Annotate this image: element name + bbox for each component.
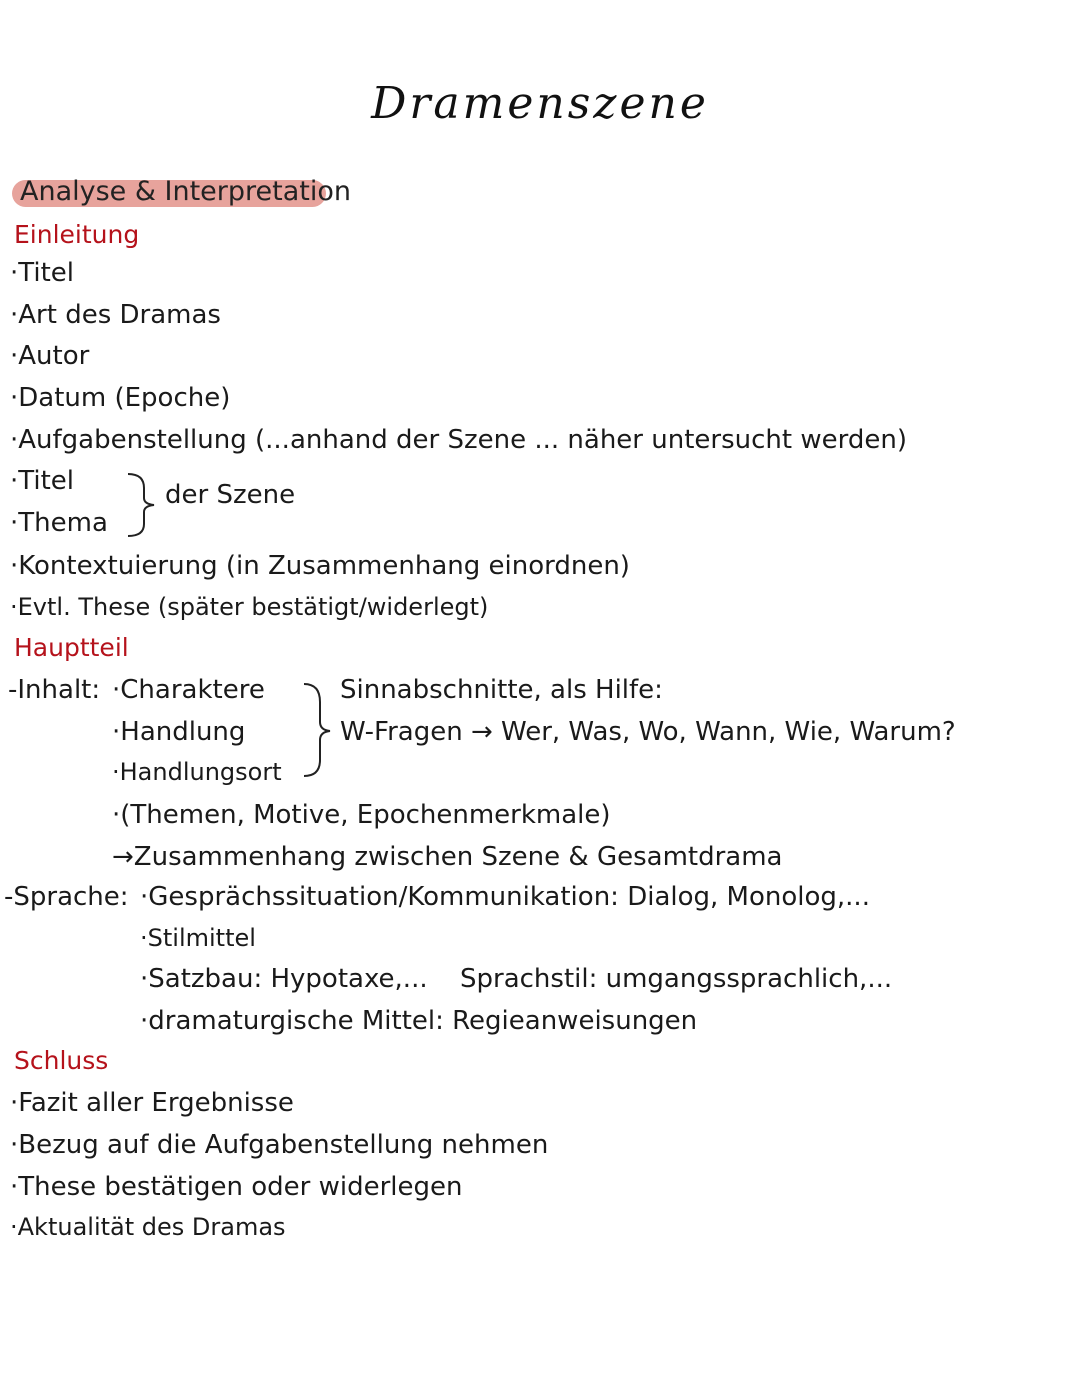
inhalt-note: Sinnabschnitte, als Hilfe: (340, 675, 663, 705)
list-item: →Zusammenhang zwischen Szene & Gesamtdrama (112, 842, 783, 872)
list-item: ·Evtl. These (später bestätigt/widerlegt) (10, 593, 489, 621)
list-item: ·(Themen, Motive, Epochenmerkmale) (112, 800, 611, 830)
section-hauptteil: Hauptteil (14, 633, 129, 662)
list-item: ·Stilmittel (140, 924, 256, 952)
main-heading: Analyse & Interpretation (20, 176, 351, 207)
section-schluss: Schluss (14, 1046, 109, 1075)
list-item: ·Kontextuierung (in Zusammenhang einordnen) (10, 551, 630, 581)
list-item: Sprachstil: umgangssprachlich,... (460, 964, 893, 994)
section-einleitung: Einleitung (14, 220, 140, 249)
list-item: ·Satzbau: Hypotaxe,... (140, 964, 428, 994)
list-item: ·Fazit aller Ergebnisse (10, 1088, 294, 1118)
list-item: ·These bestätigen oder widerlegen (10, 1172, 463, 1202)
list-item: ·Aufgabenstellung (...anhand der Szene ... näher untersucht werden) (10, 425, 907, 455)
list-item: ·Gesprächssituation/Kommunikation: Dialog, Monolog,... (140, 882, 870, 912)
curly-brace-icon (122, 470, 162, 540)
list-item: ·Charaktere (112, 675, 265, 705)
inhalt-note: W-Fragen → Wer, Was, Wo, Wann, Wie, Warum? (340, 717, 956, 747)
list-item: ·Titel (10, 466, 74, 496)
list-item: ·Bezug auf die Aufgabenstellung nehmen (10, 1130, 549, 1160)
list-item: ·Aktualität des Dramas (10, 1213, 286, 1241)
sprache-label: -Sprache: (4, 882, 129, 912)
list-item: ·Handlung (112, 717, 246, 747)
group-label: der Szene (165, 480, 296, 510)
list-item: ·Handlungsort (112, 758, 282, 786)
inhalt-label: -Inhalt: (8, 675, 101, 705)
list-item: ·Datum (Epoche) (10, 383, 231, 413)
list-item: ·Art des Dramas (10, 300, 221, 330)
list-item: ·dramaturgische Mittel: Regieanweisungen (140, 1006, 698, 1036)
curly-brace-icon (298, 680, 338, 780)
list-item: ·Autor (10, 341, 90, 371)
page-title: Dramenszene (371, 78, 709, 129)
list-item: ·Titel (10, 258, 74, 288)
list-item: ·Thema (10, 508, 108, 538)
